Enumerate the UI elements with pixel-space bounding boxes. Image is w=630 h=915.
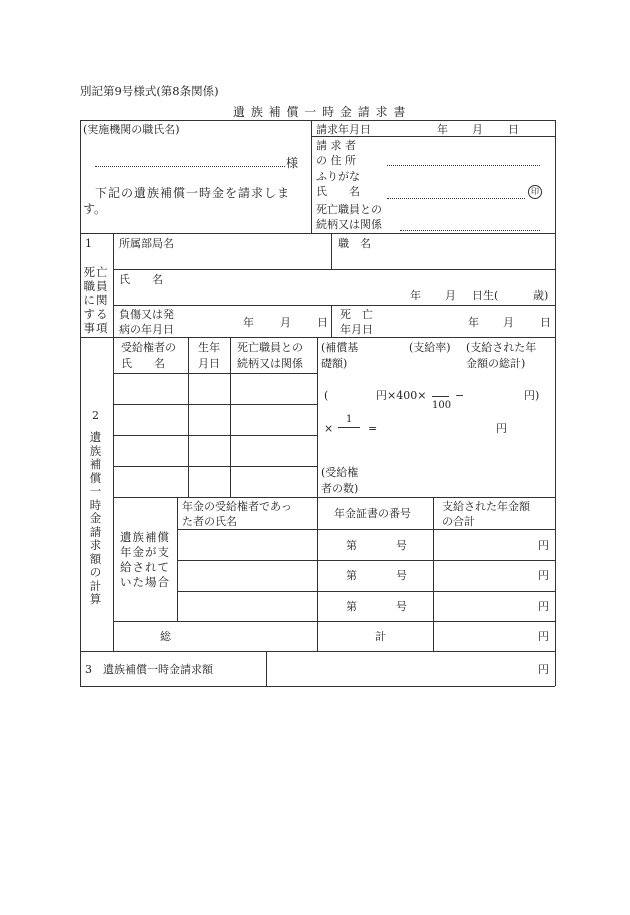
claimant-label-2: の 住 所	[316, 154, 356, 167]
col-relation-1: 死亡職員との	[237, 341, 303, 354]
formula-yen-close: 円)	[524, 389, 540, 402]
sama-label: 様	[286, 156, 299, 170]
pension-cert-left	[317, 497, 318, 651]
date-year: 年	[437, 123, 448, 136]
formula-denominator: 100	[432, 400, 452, 411]
border-top	[80, 120, 555, 121]
calc-rate: (支給率)	[409, 341, 451, 354]
total-label-1: 総	[160, 630, 171, 643]
sec2-number: 2	[92, 409, 99, 422]
border-right	[555, 120, 556, 686]
sec3-label: 3 遺族補償一時金請求額	[85, 663, 213, 676]
sec2-birth-right	[230, 337, 231, 497]
sec2-heir-row1	[113, 373, 317, 374]
sec1-dept-divider	[331, 233, 332, 269]
calc-base-2: 礎額)	[321, 357, 348, 370]
form-title: 遺 族 補 償 一 時 金 請 求 書	[233, 105, 407, 119]
seal-mark	[528, 185, 542, 199]
death-day: 日	[540, 316, 551, 329]
pension-case-2: 年金が支	[120, 545, 170, 559]
sec2-bottom-line	[80, 651, 555, 652]
sec1-injury-divider	[331, 305, 332, 337]
border-bottom	[80, 686, 555, 687]
top-date-line	[311, 136, 555, 137]
sec1-row1-line	[113, 269, 555, 270]
furigana-label: ふりがな	[316, 170, 360, 183]
injury-month: 月	[280, 316, 291, 329]
formula-minus: −	[455, 389, 465, 402]
pension-total-left	[433, 497, 434, 651]
sec1-number: 1	[85, 237, 92, 250]
total-yen: 円	[538, 630, 549, 643]
position-label: 職 名	[338, 237, 371, 250]
cert-row-3-yen: 円	[538, 600, 549, 613]
cert-row-1-dai: 第	[346, 539, 357, 552]
cert-row-3-go: 号	[396, 600, 407, 613]
death-year: 年	[468, 316, 479, 329]
date-label: 請求年月日	[316, 123, 371, 136]
claimant-label-1: 請 求 者	[316, 139, 356, 152]
relation-label-1: 死亡職員との	[316, 203, 382, 216]
cert-number-label: 年金証書の番号	[334, 507, 411, 520]
death-label-1: 死 亡	[340, 308, 373, 321]
pension-header-line	[177, 529, 555, 530]
cert-row-2-dai: 第	[346, 569, 357, 582]
pension-name-2: た者の氏名	[182, 515, 237, 528]
death-label-2: 年月日	[340, 323, 373, 336]
seal-icon: 印	[528, 185, 542, 199]
sec3-divider	[266, 651, 267, 686]
formula-times: ×	[324, 422, 334, 435]
sec1-vertical-label: 死亡職員に関する事項	[83, 265, 109, 335]
formula-yen: 円	[496, 422, 507, 435]
relation-label-2: 続柄又は関係	[316, 218, 382, 231]
death-month: 月	[503, 316, 514, 329]
injury-label-1: 負傷又は発	[119, 308, 174, 321]
claimant-name-field[interactable]	[387, 198, 525, 199]
agency-name-field[interactable]	[95, 166, 285, 167]
col-heir-1: 受給権者の	[121, 341, 176, 354]
cert-row-2-yen: 円	[538, 569, 549, 582]
col-birth-2: 月日	[198, 357, 220, 370]
formula-frac-line-2	[338, 427, 360, 428]
sec1-row2-line	[113, 305, 555, 306]
col-heir-2: 氏 名	[121, 357, 165, 370]
injury-year: 年	[243, 316, 254, 329]
pension-label-divider	[177, 497, 178, 621]
agency-label: (実施機関の職氏名)	[83, 123, 180, 136]
border-left	[80, 120, 81, 686]
injury-day: 日	[317, 316, 328, 329]
sec2-birth-left	[188, 337, 189, 497]
form-number: 別記第9号様式(第8条関係)	[80, 84, 219, 98]
birth-year: 年	[410, 289, 421, 302]
claimant-address-field[interactable]	[387, 165, 540, 166]
sec3-yen: 円	[538, 663, 549, 676]
total-paid-2: の合計	[442, 515, 475, 528]
sec2-vertical-label: 遺族補償一時金請求額の計算	[89, 430, 102, 606]
department-label: 所属部局名	[119, 237, 174, 250]
cert-row-1-yen: 円	[538, 539, 549, 552]
formula-equals: =	[368, 422, 378, 435]
top-bottom-line	[80, 233, 555, 234]
pension-row2-line	[177, 591, 555, 592]
date-month: 月	[472, 123, 483, 136]
sec2-heir-bottom	[113, 497, 555, 498]
pension-case-4: いた場合	[120, 575, 170, 589]
pension-bottom-line	[113, 621, 555, 622]
sec1-label-divider	[113, 233, 114, 337]
total-label-2: 計	[375, 630, 386, 643]
sec2-heir-row4	[113, 466, 317, 467]
formula-frac-line-1	[432, 396, 449, 397]
request-text-1: 下記の遺族補償一時金を請求しま	[95, 186, 291, 200]
sec2-heir-row3	[113, 435, 317, 436]
age-unit: 歳)	[533, 289, 549, 302]
deceased-name-label: 氏 名	[119, 273, 163, 286]
sec2-calc-left	[317, 337, 318, 497]
sec2-heir-row2	[113, 404, 317, 405]
calc-total-2: 金額の総計)	[466, 357, 526, 370]
relation-field[interactable]	[400, 230, 540, 231]
col-birth-1: 生年	[198, 341, 220, 354]
name-label: 氏 名	[316, 185, 360, 198]
formula-open: (	[324, 389, 329, 402]
col-relation-2: 続柄又は関係	[237, 357, 303, 370]
pension-name-1: 年金の受給権者であっ	[182, 500, 292, 513]
birth-month: 月	[445, 289, 456, 302]
pension-case-1: 遺族補償	[120, 530, 170, 544]
formula-one: 1	[346, 414, 353, 425]
injury-label-2: 病の年月日	[119, 323, 174, 336]
formula-yen-x400: 円×400×	[376, 389, 427, 402]
cert-row-3-dai: 第	[346, 600, 357, 613]
cert-row-2-go: 号	[396, 569, 407, 582]
pension-case-3: 給されて	[120, 560, 170, 574]
heirs-count-1: (受給権	[321, 466, 359, 479]
pension-row1-line	[177, 560, 555, 561]
sec2-label-divider	[113, 337, 114, 651]
request-text-2: す。	[83, 202, 107, 216]
date-day: 日	[508, 123, 519, 136]
heirs-count-2: 者の数)	[321, 482, 359, 495]
calc-base-1: (補償基	[321, 341, 359, 354]
calc-total-1: (支給された年	[466, 341, 537, 354]
birth-day: 日生(	[472, 289, 499, 302]
total-paid-1: 支給された年金額	[442, 500, 530, 513]
cert-row-1-go: 号	[396, 539, 407, 552]
